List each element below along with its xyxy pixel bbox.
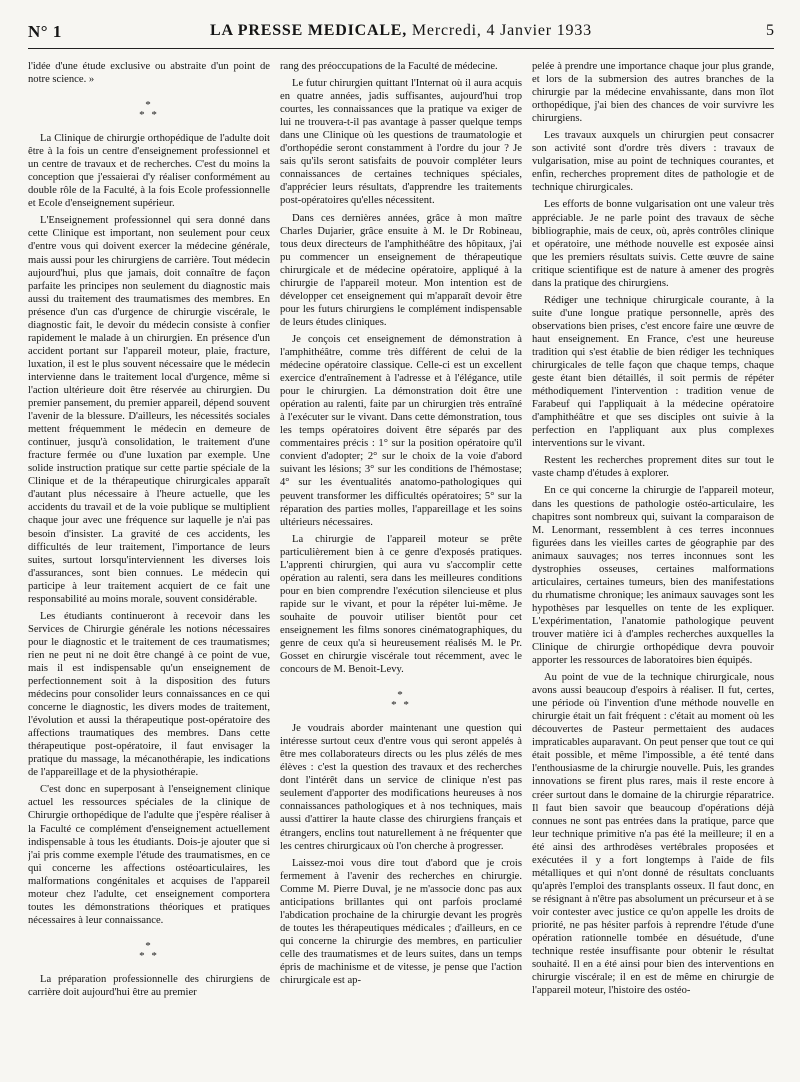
- section-separator: * * *: [139, 99, 159, 122]
- paragraph: Dans ces dernières années, grâce à mon maître Charles Dujarier, grâce ensuite à M. le Dr Robineau, tous deux directeurs de l'amphithéâtre des hôpitaux, j'ai pu commencer un enseignement de thérapeutique chirurgicale et de médecine opératoire, appliqué à la chirurgie de l'appareil moteur. Mon intention est de développer cet enseignement qui m'apparaît devoir être pour les futurs chirurgiens le complément indispensable de leurs études cliniques.: [280, 212, 522, 328]
- paragraph: Rédiger une technique chirurgicale courante, à la suite d'une longue pratique personnelle, après des observations bien prises, c'est encore faire une œuvre de haut enseignement. En France, c'est une heureuse tradition qui s'est établie de bien rédiger les techniques chirurgicales de telle façon que chaque temps, chaque geste étant bien détaillés, il soit permis de répéter méthodiquement l'intervention : tradition venue de Farabeuf qui l'appliquait à la médecine opératoire d'amphithéâtre et que ses disciples ont suivie à la perfection en l'appliquant aux plus complexes interventions sur le vivant.: [532, 294, 774, 450]
- paragraph: Les travaux auxquels un chirurgien peut consacrer son activité sont d'ordre très divers : travaux de vulgarisation, mise au point de techniques courantes, et enfin, recherches proprement dites de pathologie et de technique chirurgicales.: [532, 130, 774, 194]
- paragraph: l'idée d'une étude exclusive ou abstraite d'un point de notre science. »: [28, 61, 270, 86]
- paragraph: En ce qui concerne la chirurgie de l'appareil moteur, dans les questions de pathologie ostéo-articulaire, les chapitres sont nombreux qui, suivant la comparaison de M. Lenormant, ressemblent à ces terres inconnues figurées dans les vieilles cartes de géographie par des animaux sauvages; nos terres inconnues sont les dystrophies osseuses, certaines malformations articulaires, certaines tumeurs, bien des manifestations du rhumatisme chronique; les animaux sauvages sont les hypothèses par lesquelles on tente de les expliquer. L'expérimentation, l'anatomie pathologique peuvent trouver matière ici à d'amples recherches auxquelles la Clinique de chirurgie orthopédique devra pouvoir apporter les ressources de laboratoires bien équipés.: [532, 485, 774, 667]
- paragraph: La Clinique de chirurgie orthopédique de l'adulte doit être à la fois un centre d'enseignement professionnel et un centre de travaux et de recherches. C'est du moins la conception que j'essaierai d'y réaliser conformément au double rôle de la Faculté, à la fois Ecole professionnelle et Ecole d'enseignement supérieur.: [28, 133, 270, 210]
- paragraph: L'Enseignement professionnel qui sera donné dans cette Clinique est important, non seulement pour ceux d'entre vous qui doivent exercer la médecine générale, mais aussi pour les chirurgiens de carrière. Tout médecin aujourd'hui, plus que jamais, doit connaître de façon parfaite les principes non seulement du diagnostic mais aussi du traitement des traumatismes des membres. En présence d'un cas d'urgence de chirurgie viscérale, le diagnostic fait, le devoir du médecin consiste à confier rapidement le malade à un chirurgien. En présence d'un accident portant sur l'appareil moteur, plaie, fracture, luxation, il est le plus souvent nécessaire que le médecin intervienne dans le traitement local d'urgence, même si l'action ultérieure doit être réservée au chirurgien. Du premier pansement, du premier appareil, dépend souvent l'avenir de la blessure. D'ailleurs, les nécessités sociales mettent fréquemment le médecin en demeure de continuer, jusqu'à consolidation, le traitement d'une fracture fermée ou d'une luxation par exemple. Une solide instruction pratique sur cette partie spéciale de la Clinique et de la thérapeutique chirurgicales apparaît d'autant plus nécessaire à l'heure actuelle, que les accidents du travail et de la voie publique se multiplient chaque jour avec une fréquence sur laquelle je n'ai pas besoin d'insister. La gravité de ces accidents, les difficultés de leur traitement, l'importance de leurs suites, surtout lorsqu'interviennent les diverses lois d'assurances, sont bien connues. Le médecin qui participe à leur traitement acquiert de ce fait une responsabilité au moins morale, souvent considérable.: [28, 215, 270, 605]
- paragraph: rang des préoccupations de la Faculté de médecine.: [280, 61, 498, 72]
- issue-number: N° 1: [28, 22, 62, 41]
- article-body: [28, 60, 776, 1076]
- paragraph: pelée à prendre une importance chaque jour plus grande, et lors de la submersion des autres branches de la chirurgie par la médecine envahissante, dans mon îlot orthopédique, j'ai bien des chances de voir survivre les chirurgiens.: [532, 61, 774, 125]
- paragraph: Au point de vue de la technique chirurgicale, nous avons aussi beaucoup d'espoirs à réaliser. Il fut, certes, une période où l'invention d'une méthode nouvelle en chirurgie était un fait fréquent : c'était au moment où les découvertes de Pasteur permettaient des audaces impraticables auparavant. On peut penser que tout ce qui était possible, et même l'impossible, a été tenté dans l'enthousiasme de la chirurgie nouvelle. Puis, les grandes innovations se firent plus rares, mais il reste encore à créer surtout dans le domaine de la chirurgie réparatrice. Il faut bien savoir que beaucoup d'opérations déjà connues ne sont pas entrées dans la pratique, parce que leur technique primitive n'a pas été la meilleure; il en a été ainsi des arthrodèses vertébrales proposées et exécutées il y a fort longtemps à l'aide de fils métalliques et qui n'ont donné de résultats concluants qu'après l'emploi des transplants osseux. Il faut donc, en se résignant à n'être pas absolument un précurseur et à se voir contester avec justice ce qu'on appelle les droits de priorité, ne pas hésiter parfois à reprendre l'étude d'une opération rationnelle tombée en désuétude, d'une technique restée insuffisante pour obtenir le résultat souhaité. Il en a été ainsi pour bien des interventions en chirurgie viscérale; il en est de même en chirurgie de l'appareil moteur, l'histoire des ostéo-: [532, 672, 774, 997]
- column-1: [28, 60, 270, 1076]
- issue-date: Mercredi, 4 Janvier 1933: [411, 22, 592, 39]
- column-3: [532, 60, 774, 1076]
- paragraph: Les efforts de bonne vulgarisation ont une valeur très appréciable. Je ne parle point des travaux de sèche bibliographie, mais de ceux, où, après contrôles clinique et opératoire, une méthode nouvelle est exposée ainsi que les premiers résultats suivis. Cette œuvre de saine critique scientifique est de nature à amener des progrès dans la pratique des chirurgiens.: [532, 199, 774, 289]
- paragraph: Laissez-moi vous dire tout d'abord que je crois fermement à l'avenir des recherches en chirurgie. Comme M. Pierre Duval, je ne m'associe donc pas aux anticipations brillantes qui ont parfois proclamé l'abdication prochaine de la chirurgie devant les progrès de toutes les thérapeutiques médicales ; d'ailleurs, en ce qui concerne la chirurgie des membres, en particulier celle des traumatismes et de leurs suites, dans un temps épris de machinisme et de vitesse, je pense que l'action chirurgicale est ap-: [280, 857, 522, 987]
- paragraph: La préparation professionnelle des chirurgiens de carrière doit aujourd'hui être au premier: [28, 973, 270, 998]
- journal-title: LA PRESSE MEDICALE,: [210, 22, 408, 39]
- paragraph: Les étudiants continueront à recevoir dans les Services de Chirurgie générale les notions nécessaires pour le diagnostic et le traitement de ces traumatismes; rien ne peut ni ne doit être changé à ce point de vue, mais il est indispensable qu'un enseignement de perfectionnement soit à la disposition des futurs médecins pour consolider leurs connaissances en ce qui concerne le diagnostic, les divers modes de traitement, l'évolution et aussi la thérapeutique post-opératoire des affections traumatiques des membres. Dans cette thérapeutique post-opératoire, il faut envisager la pratique du massage, la mécanothérapie, les indications de l'appareillage et de la physiothérapie.: [28, 610, 270, 779]
- paragraph: Je conçois cet enseignement de démonstration à l'amphithéâtre, comme très différent de celui de la médecine opératoire classique. Celle-ci est un excellent exercice d'entraînement à l'adresse et à l'élégance, utile pour le chirurgien. La démonstration doit être une opération au ralenti, faite par un chirurgien très entraîné à l'exécuter sur le vivant. Dans cette démonstration, tous les temps opératoires doivent être séparés par des commentaires précis : 1° sur la position opératoire qu'il convient d'adopter; 2° sur le choix de la voie d'abord suivant les lésions; 3° sur les conditions de l'hémostase; 4° sur les éventualités anatomo-pathologiques qui peuvent transformer les difficultés opératoires; 5° sur la réparation des parties molles, l'appareillage et les soins ultérieurs nécessaires.: [280, 333, 522, 528]
- paragraph: Restent les recherches proprement dites sur tout le vaste champ d'études à explorer.: [532, 455, 774, 480]
- section-separator: * * *: [391, 689, 411, 712]
- column-2: [280, 60, 522, 1076]
- paragraph: La chirurgie de l'appareil moteur se prête particulièrement bien à ce genre d'exposés pratiques. L'apprenti chirurgien, qui aura vu s'accomplir cette opération au ralenti, sera dans les meilleures conditions pour en bien comprendre l'exécution silencieuse et plus rapide sur le vivant, et pour la répéter lui-même. Je souhaite de pouvoir utiliser bientôt pour cet enseignement les films sonores cinématographiques, du genre de ceux qu'a si heureusement réalisés M. le Pr. Gosset en chirurgie viscérale tout récemment, avec le concours de M. Benoit-Levy.: [280, 533, 522, 676]
- page-number: 5: [766, 22, 774, 39]
- page-header: [28, 22, 774, 49]
- section-separator: * * *: [139, 939, 159, 962]
- paragraph: Le futur chirurgien quittant l'Internat où il aura acquis en quatre années, jadis suffisantes, aujourd'hui trop courtes, les connaissances que la pratique va exiger de lui ne trouvera-t-il pas avantage à passer quelque temps dans une Clinique où les questions de traumatologie et d'orthopédie seront constamment à l'ordre du jour ? Je sais qu'ils seront satisfaits de pouvoir compléter leurs connaissances de certaines techniques spéciales, d'apprécier leurs résultats, d'apprendre les traitements post-opératoires qu'elles nécessitent.: [280, 78, 522, 207]
- running-title: [28, 22, 774, 40]
- paragraph: Je voudrais aborder maintenant une question qui intéresse surtout ceux d'entre vous qui seront appelés à être mes collaborateurs directs ou les plus zélés de mes élèves : c'est la question des travaux et des recherches dont l'intérêt dans un service de clinique n'est pas seulement d'apporter des modifications heureuses à nos connaissances pathologiques et à nos techniques, mais aussi d'attirer la haute classe des chirurgiens français et étrangers, enclins tout naturellement à ne fréquenter que les centres chirurgicaux où l'on cherche à progresser.: [280, 723, 522, 852]
- paragraph: C'est donc en superposant à l'enseignement clinique actuel les ressources spéciales de la clinique de Chirurgie orthopédique de l'adulte que j'espère réaliser à la Faculté ce complément d'enseignement actuellement indispensable à tous les étudiants. Dois-je ajouter que si j'ai pris comme exemple l'étude des traumatismes, en ce qui concerne les affections ostéoarticulaires, les malformations congénitales et acquises de l'appareil moteur chez l'adulte, cet enseignement comportera toutes les démonstrations théoriques et pratiques nécessaires à leur connaissance.: [28, 784, 270, 926]
